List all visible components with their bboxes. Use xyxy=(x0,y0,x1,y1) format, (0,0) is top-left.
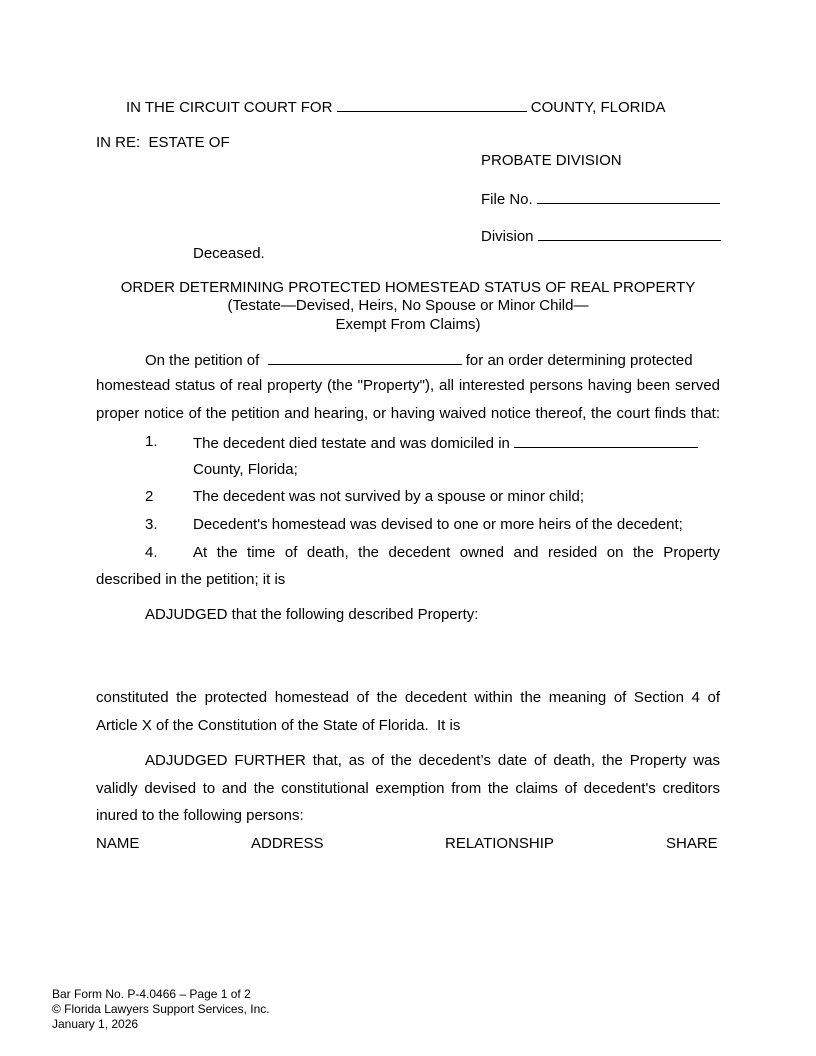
court-heading xyxy=(126,97,666,117)
finding-number-3: 3. xyxy=(145,516,158,533)
domicile-county-blank[interactable] xyxy=(514,433,698,448)
court-prefix: IN THE CIRCUIT COURT FOR xyxy=(126,99,333,116)
finding-number-1: 1. xyxy=(145,433,158,450)
further-line2: validly devised to and the constitutional exemption from the claims of decedent's creditors xyxy=(96,780,720,797)
order-title-line2: (Testate—Devised, Heirs, No Spouse or Minor Child— xyxy=(227,297,589,314)
finding-text-4: At the time of death, the decedent owned and resided on the Property xyxy=(193,544,720,561)
finding-1-continuation: County, Florida; xyxy=(193,461,298,478)
file-no-label: File No. xyxy=(481,191,533,208)
order-title-line3: Exempt From Claims) xyxy=(335,316,481,333)
header-address: ADDRESS xyxy=(251,835,324,852)
finding-4-continuation: described in the petition; it is xyxy=(96,571,286,588)
file-no-blank[interactable] xyxy=(537,189,720,204)
petition-line2: homestead status of real property (the "Property"), all interested persons having been served xyxy=(96,377,720,394)
finding-text-1 xyxy=(193,433,698,453)
petition-suffix: for an order determining protected xyxy=(465,352,693,369)
footer-date: January 1, 2026 xyxy=(52,1017,139,1031)
court-suffix: COUNTY, FLORIDA xyxy=(530,99,666,116)
petition-prefix: On the petition of xyxy=(145,352,260,369)
header-share: SHARE xyxy=(666,835,718,852)
petitioner-blank[interactable] xyxy=(268,350,462,365)
division-label: Division xyxy=(481,228,534,245)
division-blank[interactable] xyxy=(538,226,721,241)
probate-division: PROBATE DIVISION xyxy=(481,152,622,169)
finding-text-2: The decedent was not survived by a spouse or minor child; xyxy=(193,488,585,505)
finding-1-text: The decedent died testate and was domiciled in xyxy=(193,435,510,452)
petition-line3: proper notice of the petition and hearing, or having waived notice thereof, the court finds that: xyxy=(96,405,720,422)
file-no-row xyxy=(481,189,720,209)
header-name: NAME xyxy=(96,835,140,852)
constituted-line1: constituted the protected homestead of the decedent within the meaning of Section 4 of xyxy=(96,689,720,706)
further-line3: inured to the following persons: xyxy=(96,807,304,824)
deceased-label: Deceased. xyxy=(193,245,265,262)
in-re-estate: IN RE: ESTATE OF xyxy=(96,134,230,151)
order-title-line1: ORDER DETERMINING PROTECTED HOMESTEAD STATUS OF REAL PROPERTY xyxy=(120,279,696,296)
footer-copyright: © Florida Lawyers Support Services, Inc. xyxy=(52,1002,270,1016)
division-row xyxy=(481,226,721,246)
footer-form-number: Bar Form No. P-4.0466 – Page 1 of 2 xyxy=(52,987,251,1001)
finding-text-3: Decedent's homestead was devised to one or more heirs of the decedent; xyxy=(193,516,683,533)
property-description-area[interactable] xyxy=(96,630,720,685)
adjudged-clause: ADJUDGED that the following described Property: xyxy=(145,606,479,623)
county-blank[interactable] xyxy=(337,97,527,112)
further-line1: ADJUDGED FURTHER that, as of the decedent’s date of death, the Property was xyxy=(145,752,720,769)
header-relationship: RELATIONSHIP xyxy=(445,835,554,852)
finding-number-2: 2 xyxy=(145,488,154,505)
constituted-line2: Article X of the Constitution of the State of Florida. It is xyxy=(96,717,461,734)
petition-line1 xyxy=(145,350,693,370)
finding-number-4: 4. xyxy=(145,544,158,561)
